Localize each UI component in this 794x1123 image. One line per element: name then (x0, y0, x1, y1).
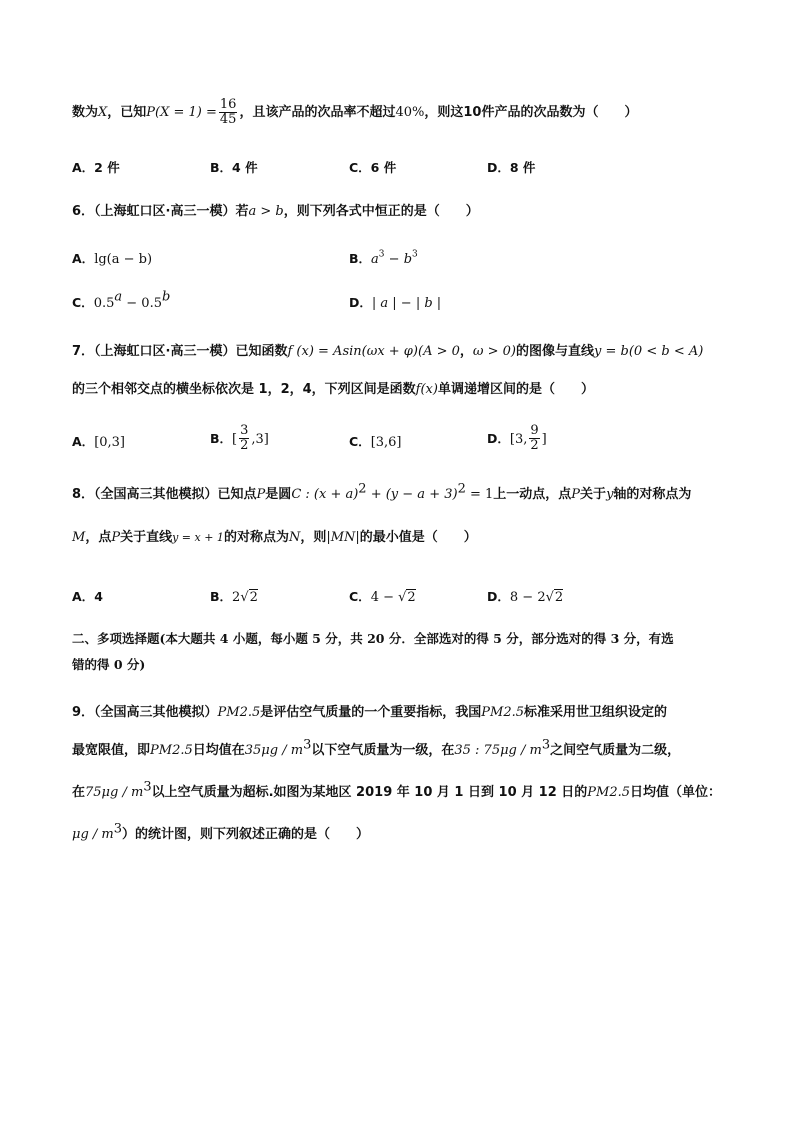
q7-cond-3: ω > 0) (472, 344, 517, 359)
q8-text-2: 是圆 (265, 487, 292, 502)
q8-text-6: ，点 (85, 530, 112, 545)
q6-stem (72, 203, 479, 221)
q5-option-a: A．2 件 (72, 160, 120, 175)
q7-cond-2: ， (459, 344, 473, 359)
q7-option-a-expr: [0,3] (94, 435, 126, 450)
q6-option-b-base: a (371, 252, 379, 267)
q9-value-75: 75μg / m (85, 785, 144, 800)
q5-prob-lhs: P(X = 1) = (146, 105, 217, 120)
q8-option-d-pre: 8 − 2 (509, 590, 546, 605)
q9-pm25-1: PM2.5 (217, 705, 261, 720)
q7-stem-line1 (72, 343, 703, 361)
q6-option-d-expr: | a | − | b | (371, 296, 442, 311)
q5-option-c: C．6 件 (349, 160, 397, 175)
q8-stem-line2 (72, 529, 477, 547)
q7-fx: f(x) (415, 382, 438, 397)
q9-text-6: 以下空气质量为一级，在 (311, 743, 455, 758)
q5-option-d: D．8 件 (487, 160, 536, 175)
section-2-header-line1: 二、多项选择题(本大题共 4 小题，每小题 5 分，共 20 分．全部选对的得 5 分，部分选对的得 3 分，有选 (72, 631, 674, 646)
q8-text-9: ，则 (300, 530, 327, 545)
q8-option-d-label: D． (487, 589, 510, 604)
q8-var-y: y (606, 487, 614, 502)
q8-text-10: 的最小值是（ ） (359, 530, 477, 545)
q9-pm25-2: PM2.5 (481, 705, 525, 720)
q8-text-7: 关于直线 (120, 530, 173, 545)
section-2-header-line2: 错的得 0 分) (72, 657, 146, 672)
q8-option-c-radicand: 2 (407, 590, 416, 605)
q7-option-c (349, 431, 402, 450)
q5-frac-den: 45 (219, 112, 237, 127)
q8-option-b: B．2√2 (210, 589, 258, 605)
q7-option-d-pre: [3, (509, 432, 528, 447)
q6-option-a-label: A． (72, 251, 95, 266)
q7-option-b (210, 424, 269, 453)
q8-text-3: 上一动点，点 (493, 487, 572, 502)
q6-option-d (349, 292, 441, 311)
q7-option-b-fraction (239, 424, 249, 453)
q9-pm25-4: PM2.5 (587, 785, 631, 800)
q5-option-b: B．4 件 (210, 160, 258, 175)
q6-option-c (72, 289, 171, 311)
q8-line: y = x + 1 (172, 531, 224, 544)
q6-condition: a > b (248, 204, 284, 219)
q6-option-d-label: D． (349, 295, 372, 310)
q7-option-d-num: 9 (530, 423, 539, 438)
q6-stem-text-1: 6．（上海虹口区·高三一模）若 (72, 204, 249, 219)
q5-percent: 40% (395, 105, 425, 120)
q8-exp-2: 2 (457, 481, 466, 497)
q6-option-a-expr: lg(a − b) (94, 252, 153, 267)
q7-option-c-label: C． (349, 434, 371, 449)
q8-circle-2: + (y − a + 3) (366, 487, 458, 502)
q9-unit: μg / m (72, 827, 114, 842)
q7-function: f (x) = Asin(ωx + φ) (287, 344, 418, 359)
q6-option-b-label: B． (349, 251, 372, 266)
q5-text-5: 10 (463, 105, 482, 120)
q7-cond-1: (A > 0 (418, 344, 460, 359)
q8-option-b-pre: 2 (232, 590, 241, 605)
q9-exp-b: 3 (541, 737, 551, 753)
q6-option-b-exp1: 3 (378, 249, 385, 260)
q9-exp-c: 3 (143, 779, 152, 795)
q8-option-a-value: 4 (94, 589, 103, 604)
q9-stem-line3 (72, 779, 722, 802)
q6-option-c-label: C． (72, 295, 94, 310)
q9-text-3: 标准采用世卫组织设定的 (524, 705, 668, 720)
q5-var-x: X (98, 105, 108, 120)
q6-option-c-mid: − 0.5 (122, 296, 162, 311)
q6-option-c-exp1: a (114, 289, 123, 305)
q7-option-c-expr: [3,6] (370, 435, 402, 450)
q8-var-m: M (72, 530, 86, 545)
q8-option-c-label: C． (349, 589, 371, 604)
q6-option-a (72, 248, 152, 267)
q9-exp-d: 3 (113, 821, 123, 837)
q7-option-d-den: 2 (530, 438, 539, 453)
q5-text-3: ，且该产品的次品率不超过 (239, 105, 396, 120)
q5-text-6: 件产品的次品数为（ ） (481, 105, 638, 120)
q9-text-9: 以上空气质量为超标.如图为某地区 2019 年 10 月 1 日到 10 月 12 日的 (151, 785, 588, 800)
q9-stem-line1 (72, 704, 667, 722)
q7-option-b-pre: [ (232, 432, 238, 447)
q9-text-5: 日均值在 (192, 743, 245, 758)
q7-option-a (72, 431, 125, 450)
q8-var-p3: P (111, 530, 121, 545)
q9-text-1: 9．（全国高三其他模拟） (72, 705, 218, 720)
q9-text-8: 在 (72, 785, 86, 800)
q9-text-7: 之间空气质量为二级， (550, 743, 681, 758)
q7-cond-4: (0 < b < A) (628, 344, 704, 359)
q9-pm25-3: PM2.5 (150, 743, 193, 758)
q8-option-c-pre: 4 − (370, 590, 399, 605)
q7-line: y = b (594, 344, 629, 359)
q8-var-p: P (256, 487, 266, 502)
q7-text-1: 7．（上海虹口区·高三一模）已知函数 (72, 344, 288, 359)
q5-text-4: ，则这 (424, 105, 464, 120)
q7-option-d (487, 424, 547, 453)
q9-stem-line4 (72, 821, 370, 844)
q7-text-2: 的图像与直线 (516, 344, 595, 359)
q8-text-4: 关于 (580, 487, 607, 502)
q7-stem-line2 (72, 381, 594, 399)
q8-var-p2: P (571, 487, 581, 502)
q9-value-35: 35μg / m (244, 743, 304, 758)
q7-option-d-label: D． (487, 431, 510, 446)
q8-option-d-radicand: 2 (554, 590, 564, 605)
q6-option-b-exp2: 3 (412, 249, 418, 260)
q7-option-b-label: B． (210, 431, 233, 446)
q6-option-b-mid: − b (384, 252, 413, 267)
q7-option-b-den: 2 (240, 438, 249, 453)
q6-stem-text-2: ，则下列各式中恒正的是（ ） (283, 204, 479, 219)
q7-option-b-num: 3 (240, 423, 249, 438)
q8-option-a (72, 586, 103, 605)
q5-frac-num: 16 (219, 97, 237, 112)
q8-circle-1: C : (x + a) (291, 487, 359, 502)
q9-stem-line2 (72, 737, 681, 760)
q8-text-5: 轴的对称点为 (613, 487, 692, 502)
q5-text-1: 数为 (72, 105, 99, 120)
q5-stem (72, 98, 638, 127)
q8-var-n: N (288, 530, 301, 545)
q7-text-4: 单调递增区间的是（ ） (437, 382, 594, 397)
q9-range: 35 : 75μg / m (454, 743, 542, 758)
q8-circle-3: = 1 (465, 487, 494, 502)
q6-option-c-exp2: b (161, 289, 171, 305)
q8-mn: |MN| (326, 530, 360, 545)
q8-option-a-label: A． (72, 589, 95, 604)
q9-text-11: ）的统计图，则下列叙述正确的是（ ） (122, 827, 370, 842)
q9-text-2: 是评估空气质量的一个重要指标，我国 (260, 705, 482, 720)
q8-option-b-label: B． (210, 589, 233, 604)
q7-option-a-label: A． (72, 434, 95, 449)
q7-option-b-post: ,3] (251, 432, 269, 447)
q7-text-3: 的三个相邻交点的横坐标依次是 1，2，4，下列区间是函数 (72, 382, 416, 397)
q8-option-d: D．8 − 2√2 (487, 589, 564, 605)
q8-option-c: C．4 − √2 (349, 589, 416, 605)
q9-text-4: 最宽限值，即 (72, 743, 151, 758)
q5-text-2: ，已知 (107, 105, 147, 120)
q8-option-b-radicand: 2 (249, 590, 258, 605)
q8-text-8: 的对称点为 (223, 530, 289, 545)
q6-option-c-base: 0.5 (93, 296, 115, 311)
q7-option-d-post: ] (541, 432, 547, 447)
q6-option-b (349, 248, 418, 267)
q8-text-1: 8．（全国高三其他模拟）已知点 (72, 487, 257, 502)
q9-exp-a: 3 (303, 737, 312, 753)
q8-stem-line1 (72, 481, 692, 504)
q8-exp-1: 2 (358, 481, 367, 497)
q9-text-10: 日均值（单位： (630, 785, 722, 800)
q7-option-d-fraction (529, 424, 539, 453)
q5-fraction (219, 98, 238, 127)
